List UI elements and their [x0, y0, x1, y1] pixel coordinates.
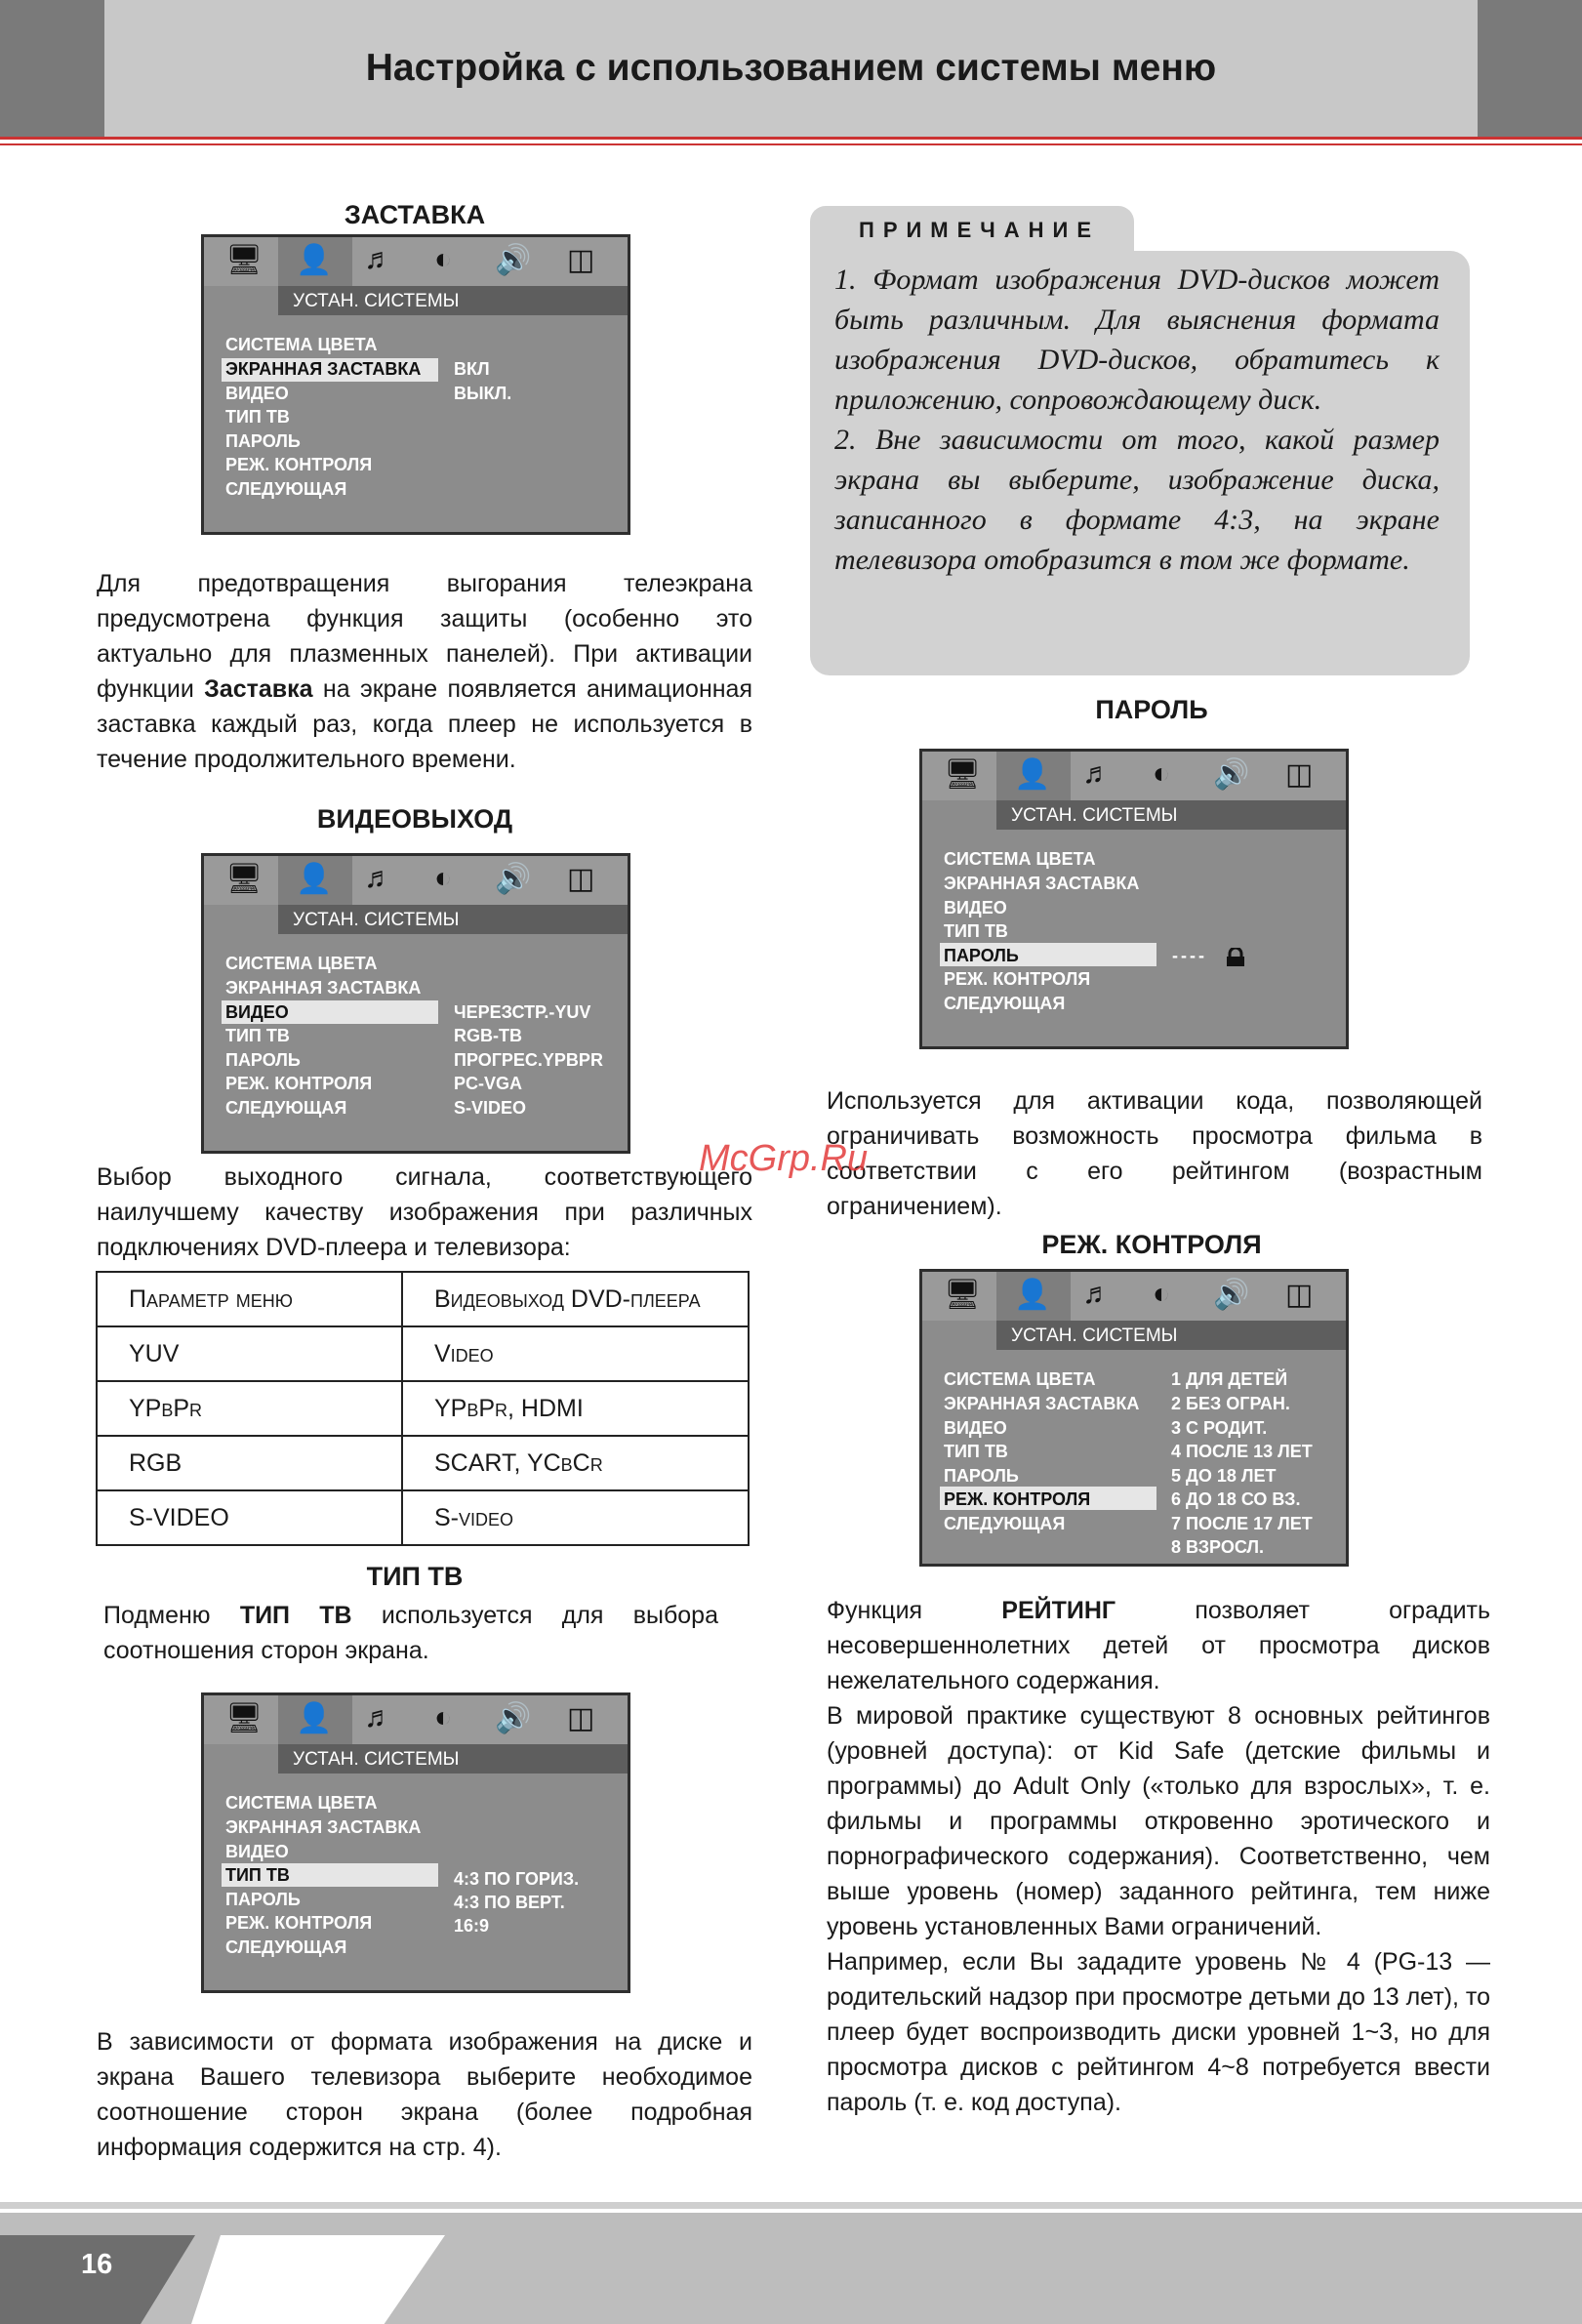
table-cell: RGB: [97, 1436, 402, 1490]
osd-option: RGB-TB: [454, 1026, 522, 1045]
dolby-icon: ◫: [567, 863, 595, 895]
note-paragraph-1: 1. Формат изображения DVD-дисков может быть различным. Для выяснения формата изображения DVD-дисков, обратитесь к приложению, сопровождающему диск.: [834, 264, 1440, 416]
osd-item: ЭКРАННАЯ ЗАСТАВКА: [225, 359, 422, 379]
osd-title: УСТАН. СИСТЕМЫ: [1011, 805, 1178, 826]
header-rule: [0, 137, 1582, 140]
speaker-icon: 🔊: [495, 1702, 532, 1734]
osd-title: УСТАН. СИСТЕМЫ: [293, 291, 460, 311]
osd-title-bar: [278, 905, 628, 934]
person-speech-icon: 👤: [296, 863, 333, 895]
person-speech-icon: 👤: [296, 244, 333, 276]
osd-option: ВЫКЛ.: [454, 384, 512, 403]
text-part: позволяет оградить несовершеннолетних детей от просмотра дисков нежелательного содержания.: [827, 1597, 1491, 1694]
video-output-table: [96, 1271, 750, 1546]
text-part: Функция: [827, 1597, 923, 1624]
osd-item: ПАРОЛЬ: [225, 1050, 301, 1070]
text-bold: Заставка: [204, 675, 313, 703]
speaker-icon: 🔊: [1213, 758, 1250, 791]
text-part: Для предотвращения выгорания телеэкрана предусмотрена функция защиты (особенно это актуально для плазменных панелей). При активации функции: [97, 570, 752, 703]
osd-icon-row: [922, 752, 1346, 800]
osd-item: ПАРОЛЬ: [225, 1890, 301, 1909]
page-title: Настройка с использованием системы меню: [365, 47, 1217, 89]
contrast-icon: ◐: [434, 1701, 453, 1733]
osd-item: РЕЖ. КОНТРОЛЯ: [944, 1489, 1091, 1509]
text-bold: ТИП ТВ: [239, 1602, 352, 1629]
osd-item: ВИДЕО: [225, 384, 289, 403]
contrast-icon: ◐: [1153, 1278, 1171, 1310]
osd-item: РЕЖ. КОНТРОЛЯ: [225, 1913, 373, 1933]
note-title: ПРИМЕЧАНИЕ: [859, 218, 1101, 242]
header-rule-2: [0, 143, 1582, 145]
person-speech-icon: 👤: [1014, 758, 1051, 791]
monitor-icon: 🖥: [225, 863, 264, 895]
speaker-icon: 🔊: [495, 244, 532, 276]
osd-title-bar: [996, 800, 1346, 830]
osd-option: ЧЕРЕЗСТР.-YUV: [454, 1002, 591, 1022]
osd-option: 4:3 ПО ГОРИЗ.: [454, 1869, 580, 1889]
contrast-icon: ◐: [1153, 757, 1171, 790]
videoout-heading: ВИДЕОВЫХОД: [316, 804, 513, 834]
osd-menu-screensaver: [201, 234, 630, 535]
table-row: [97, 1436, 749, 1490]
table-cell: S-video: [402, 1490, 749, 1545]
osd-item: СИСТЕМА ЦВЕТА: [225, 954, 378, 973]
osd-item: ВИДЕО: [225, 1842, 289, 1861]
osd-option: 8 ВЗРОСЛ.: [1171, 1537, 1265, 1557]
table-cell: YPbPr, HDMI: [402, 1381, 749, 1436]
osd-option: 2 БЕЗ ОГРАН.: [1171, 1394, 1290, 1413]
table-header-row: [97, 1272, 749, 1326]
note-paragraph-2: 2. Вне зависимости от того, какой размер экрана вы выберите, изображение диска, записанного в формате 4:3, на экране телевизора отобразится в том же формате.: [834, 424, 1440, 576]
screensaver-description: [97, 566, 752, 777]
password-value: ----: [1172, 946, 1207, 965]
parental-paragraph-2: В мировой практике существуют 8 основных рейтингов (уровней доступа): от Kid Safe (детские фильмы и программы) до Adult Only («только для взрослых», т. е. фильмы и программы откровенно эротического и порнографического содержания). Соответственно, чем выше уровень (номер) заданного рейтинга, тем ниже уровень установленных Вами ограничений.: [827, 1702, 1490, 1940]
osd-item: ВИДЕО: [225, 1002, 289, 1022]
osd-option: 3 С РОДИТ.: [1171, 1418, 1268, 1438]
osd-item: СИСТЕМА ЦВЕТА: [225, 1793, 378, 1813]
osd-item: ТИП ТВ: [225, 1865, 290, 1885]
parental-paragraph-3: Например, если Вы зададите уровень № 4 (PG-13 — родительский надзор при просмотре детьми до 13 лет), то плеер будет воспроизводить диски уровней 1~3, но для просмотра дисков с рейтингом 4~8 потребуется ввести пароль (т. е. код доступа).: [827, 1948, 1490, 2116]
screensaver-heading: ЗАСТАВКА: [344, 200, 486, 229]
lock-icon: [1225, 948, 1246, 967]
music-note-icon: ♬: [1082, 1278, 1112, 1310]
music-note-icon: ♬: [1082, 757, 1112, 790]
table-cell: YUV: [97, 1326, 402, 1381]
osd-title-bar: [278, 286, 628, 315]
osd-item: СИСТЕМА ЦВЕТА: [225, 335, 378, 354]
osd-item: ТИП ТВ: [944, 1442, 1008, 1461]
osd-item: СИСТЕМА ЦВЕТА: [944, 1369, 1096, 1389]
osd-icon-row: [204, 237, 628, 286]
person-speech-icon: 👤: [296, 1702, 333, 1734]
table-row: [97, 1490, 749, 1545]
osd-item: ТИП ТВ: [225, 407, 290, 427]
tvtype-description: В зависимости от формата изображения на диске и экрана Вашего телевизора выберите необходимое соотношение сторон экрана (более подробная информация содержится на стр. 4).: [97, 2028, 752, 2161]
table-cell: YPbPr: [97, 1381, 402, 1436]
videoout-description: Выбор выходного сигнала, соответствующего наилучшему качеству изображения при различных подключениях DVD-плеера и телевизора:: [97, 1163, 752, 1261]
osd-option: 16:9: [454, 1916, 490, 1936]
osd-option: 1 ДЛЯ ДЕТЕЙ: [1171, 1369, 1288, 1389]
parental-heading: РЕЖ. КОНТРОЛЯ: [1041, 1230, 1262, 1259]
dolby-icon: ◫: [567, 1702, 595, 1734]
monitor-icon: 🖥: [225, 1702, 264, 1734]
table-header-cell: Видеовыход DVD-плеера: [402, 1272, 749, 1326]
person-speech-icon: 👤: [1014, 1279, 1051, 1311]
tvtype-heading: ТИП ТВ: [366, 1562, 464, 1591]
osd-item: ПАРОЛЬ: [225, 431, 301, 451]
osd-option: 4:3 ПО ВЕРТ.: [454, 1893, 565, 1912]
table-row: [97, 1381, 749, 1436]
osd-title: УСТАН. СИСТЕМЫ: [293, 910, 460, 930]
monitor-icon: 🖥: [225, 244, 264, 276]
osd-item: ЭКРАННАЯ ЗАСТАВКА: [225, 978, 422, 998]
music-note-icon: ♬: [364, 243, 393, 275]
osd-item: СЛЕДУЮЩАЯ: [225, 1937, 347, 1957]
osd-option: S-VIDEO: [454, 1098, 527, 1118]
osd-icon-row: [204, 856, 628, 905]
table-header-cell: Параметр меню: [97, 1272, 402, 1326]
osd-icon-row: [922, 1272, 1346, 1321]
text-part: используется для выбора соотношения сторон экрана.: [103, 1602, 718, 1664]
osd-option: 4 ПОСЛЕ 13 ЛЕТ: [1171, 1442, 1313, 1461]
osd-item: ТИП ТВ: [944, 921, 1008, 941]
dolby-icon: ◫: [567, 244, 595, 276]
text-part: Подменю: [103, 1602, 211, 1629]
speaker-icon: 🔊: [495, 863, 532, 895]
table-row: [97, 1326, 749, 1381]
osd-item: СЛЕДУЮЩАЯ: [944, 994, 1066, 1013]
osd-menu-tvtype: [201, 1692, 630, 1993]
osd-item: ЭКРАННАЯ ЗАСТАВКА: [944, 1394, 1140, 1413]
table-cell: Video: [402, 1326, 749, 1381]
header-right-block: [1478, 0, 1582, 137]
osd-title: УСТАН. СИСТЕМЫ: [1011, 1325, 1178, 1346]
osd-item: ВИДЕО: [944, 1418, 1007, 1438]
table-cell: SCART, YCbCr: [402, 1436, 749, 1490]
osd-item: ЭКРАННАЯ ЗАСТАВКА: [225, 1817, 422, 1837]
osd-item: ВИДЕО: [944, 898, 1007, 917]
osd-title-bar: [996, 1321, 1346, 1350]
music-note-icon: ♬: [364, 1701, 393, 1733]
header-left-block: [0, 0, 104, 137]
parental-paragraph-1: [827, 1593, 1490, 1698]
dolby-icon: ◫: [1285, 758, 1314, 791]
osd-menu-parental: [919, 1269, 1349, 1567]
watermark: McGrp.Ru: [699, 1138, 869, 1179]
monitor-icon: 🖥: [944, 1279, 982, 1311]
contrast-icon: ◐: [434, 862, 453, 894]
osd-item: ПАРОЛЬ: [944, 1466, 1019, 1486]
osd-option: PC-VGA: [454, 1074, 523, 1093]
dolby-icon: ◫: [1285, 1279, 1314, 1311]
osd-icon-row: [204, 1695, 628, 1744]
table-cell: S-VIDEO: [97, 1490, 402, 1545]
osd-item: ПАРОЛЬ: [944, 946, 1019, 965]
osd-item: ЭКРАННАЯ ЗАСТАВКА: [944, 874, 1140, 893]
footer-rule: [0, 2202, 1582, 2209]
osd-option: 7 ПОСЛЕ 17 ЛЕТ: [1171, 1514, 1313, 1533]
osd-item: РЕЖ. КОНТРОЛЯ: [225, 1074, 373, 1093]
osd-item: СЛЕДУЮЩАЯ: [225, 1098, 347, 1118]
osd-item: СЛЕДУЮЩАЯ: [225, 479, 347, 499]
music-note-icon: ♬: [364, 862, 393, 894]
osd-option: 6 ДО 18 СО ВЗ.: [1171, 1489, 1301, 1509]
speaker-icon: 🔊: [1213, 1279, 1250, 1311]
text-bold: РЕЙТИНГ: [1001, 1597, 1116, 1624]
parental-description: [827, 1593, 1490, 2120]
note-text: [834, 260, 1440, 580]
osd-menu-video: [201, 853, 630, 1154]
osd-title-bar: [278, 1744, 628, 1774]
osd-item: СЛЕДУЮЩАЯ: [944, 1514, 1066, 1533]
osd-option: ВКЛ: [454, 359, 490, 379]
osd-item: СИСТЕМА ЦВЕТА: [944, 849, 1096, 869]
tvtype-intro: [103, 1598, 718, 1668]
osd-option: ПРОГРЕС.YPBPR: [454, 1050, 603, 1070]
osd-option: 5 ДО 18 ЛЕТ: [1171, 1466, 1277, 1486]
text-part: на экране появляется анимационная заставка каждый раз, когда плеер не используется в течение продолжительного времени.: [97, 675, 752, 773]
osd-item: ТИП ТВ: [225, 1026, 290, 1045]
osd-title: УСТАН. СИСТЕМЫ: [293, 1749, 460, 1770]
password-heading: ПАРОЛЬ: [1095, 695, 1208, 724]
page-number: 16: [81, 2249, 113, 2280]
osd-item: РЕЖ. КОНТРОЛЯ: [225, 455, 373, 474]
osd-menu-password: [919, 749, 1349, 1049]
password-description: Используется для активации кода, позволяющей ограничивать возможность просмотра фильма в соответствии с его рейтингом (возрастным ограничением).: [827, 1087, 1482, 1220]
monitor-icon: 🖥: [944, 758, 982, 791]
osd-item: РЕЖ. КОНТРОЛЯ: [944, 969, 1091, 989]
contrast-icon: ◐: [434, 243, 453, 275]
